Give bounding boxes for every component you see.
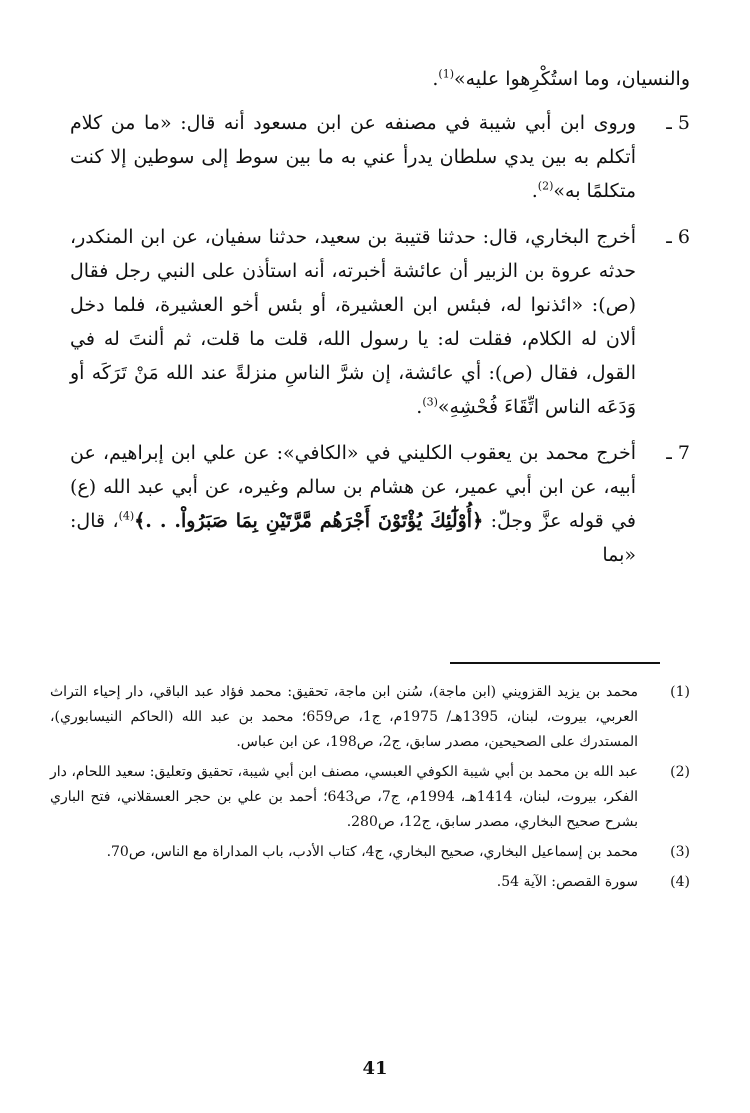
footnote-ref-3: (3) (422, 395, 438, 409)
footnote-ref-1: (1) (438, 67, 454, 81)
item-body: وروى ابن أبي شيبة في مصنفه عن ابن مسعود أنه قال: «ما من كلام أتكلم به بين يدي سلطان يدرأ عني به ما بين سوط إلى سوطين إلا كنت متكلمًا به» (70, 112, 636, 202)
footnote-number: (3) (670, 844, 690, 860)
footnote-text: سورة القصص: الآية 54. (496, 874, 638, 890)
footnote-divider (450, 662, 660, 664)
footnote-number: (4) (670, 874, 690, 890)
item-end: ، قال: «بما (70, 510, 636, 566)
item-number: 6 ـ (666, 226, 690, 248)
footnote-number: (2) (670, 764, 690, 780)
footnote-text: محمد بن يزيد القزويني (ابن ماجة)، سُنن ابن ماجة، تحقيق: محمد فؤاد عبد الباقي، دار إحياء التراث العربي، بيروت، لبنان، 1395هـ/ 1975م، ج1، ص659؛ محمد بن عبد الله (الحاكم النيسابوري)، المستدرك على الصحيحين، مصدر سابق، ج2، ص198، عن ابن عباس. (50, 684, 638, 750)
item-text (70, 106, 636, 208)
quran-verse: ﴿أُوْلَٰٓئِكَ يُؤْتَوْنَ أَجْرَهُم مَّرَّتَيْنِ بِمَا صَبَرُواْ. . .﴾ (134, 510, 484, 532)
main-text (70, 62, 690, 584)
item-number: 7 ـ (666, 442, 690, 464)
page-number: 41 (362, 1058, 388, 1079)
item-end: . (416, 396, 423, 418)
item-end: . (531, 180, 538, 202)
intro-end: . (432, 68, 439, 90)
intro-text: والنسيان، وما استُكْرِهوا عليه» (454, 68, 690, 90)
item-body: أخرج محمد بن يعقوب الكليني في «الكافي»: عن علي ابن إبراهيم، عن أبيه، عن ابن أبي عمير، عن هشام بن سالم وغيره، عن أبي عبد الله (ع) في قوله عزَّ وجلّ: (70, 442, 636, 532)
intro-paragraph (70, 62, 690, 96)
item-body: أخرج البخاري، قال: حدثنا قتيبة بن سعيد، حدثنا سفيان، عن ابن المنكدر، حدثه عروة بن الزبير أن عائشة أخبرته، أنه استأذن على النبي رجل فقال (ص): «ائذنوا له، فبئس ابن العشيرة، أو بئس أخو العشيرة، فلما دخل ألان له الكلام، فقلت له: يا رسول الله، قلت ما قلت، ثم ألنتَ له في القول، فقال (ص): أي عائشة، إن شرَّ الناسِ منزلةً عند الله مَنْ تَرَكَه أو وَدَعَه الناس اتِّقَاءَ فُحْشِهِ» (70, 226, 636, 418)
list-item-7 (70, 436, 690, 572)
footnote-1 (50, 680, 690, 755)
footnote-2 (50, 760, 690, 835)
footnote-text: عبد الله بن محمد بن أبي شيبة الكوفي العبسي، مصنف ابن أبي شيبة، تحقيق وتعليق: سعيد اللحام، دار الفكر، بيروت، لبنان، 1414هـ، 1994م، ج7، ص643؛ أحمد بن علي بن حجر العسقلاني، فتح الباري بشرح صحيح البخاري، مصدر سابق، ج12، ص280. (50, 764, 638, 830)
footnote-number: (1) (670, 684, 690, 700)
footnotes (50, 680, 690, 900)
list-item-6 (70, 220, 690, 424)
footnote-ref-4: (4) (118, 509, 135, 523)
footnote-text: محمد بن إسماعيل البخاري، صحيح البخاري، ج4، كتاب الأدب، باب المداراة مع الناس، ص70. (106, 844, 638, 860)
footnote-ref-2: (2) (537, 179, 554, 193)
footnote-3 (50, 840, 690, 865)
list-item-5 (70, 106, 690, 208)
footnote-4 (50, 870, 690, 895)
item-text (70, 436, 636, 572)
item-text (70, 220, 636, 424)
item-number: 5 ـ (666, 112, 690, 134)
